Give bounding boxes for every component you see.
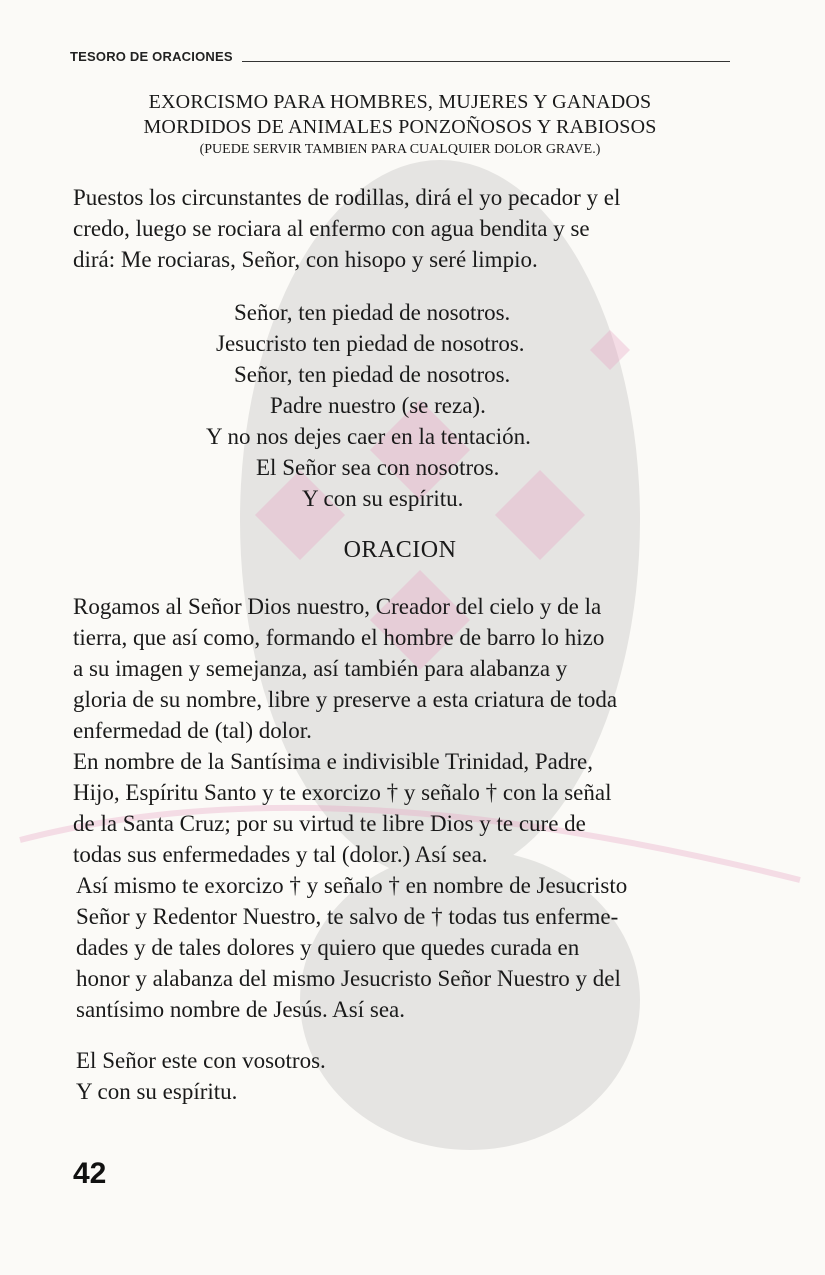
prayer-line: dades y de tales dolores y quiero que quedes curada en bbox=[76, 935, 580, 960]
intro-line: credo, luego se rociara al enfermo con agua bendita y se bbox=[73, 216, 590, 241]
prayer-paragraph-1 bbox=[73, 591, 733, 746]
intro-paragraph bbox=[73, 182, 733, 275]
title-line-2: MORDIDOS DE ANIMALES PONZOÑOSOS Y RABIOSOS bbox=[143, 116, 657, 138]
closing-line: Y con su espíritu. bbox=[76, 1079, 238, 1104]
page-number: 42 bbox=[73, 1157, 107, 1190]
prayer-line: Hijo, Espíritu Santo y te exorcizo † y señalo † con la señal bbox=[73, 780, 612, 805]
verse-line: Y con su espíritu. bbox=[302, 486, 464, 511]
intro-line: Puestos los circunstantes de rodillas, dirá el yo pecador y el bbox=[73, 185, 621, 210]
verse-line: Señor, ten piedad de nosotros. bbox=[234, 300, 511, 325]
prayer-line: tierra, que así como, formando el hombre de barro lo hizo bbox=[73, 625, 605, 650]
title-subtitle: (PUEDE SERVIR TAMBIEN PARA CUALQUIER DOLOR GRAVE.) bbox=[199, 142, 601, 157]
running-head bbox=[70, 49, 730, 64]
title-line-1: EXORCISMO PARA HOMBRES, MUJERES Y GANADOS bbox=[148, 91, 652, 113]
section-heading: ORACION bbox=[343, 537, 457, 563]
prayer-line: gloria de su nombre, libre y preserve a esta criatura de toda bbox=[73, 687, 618, 712]
verse-line: Señor, ten piedad de nosotros. bbox=[234, 362, 511, 387]
prayer-line: santísimo nombre de Jesús. Así sea. bbox=[76, 997, 405, 1022]
verse-line: Jesucristo ten piedad de nosotros. bbox=[216, 331, 525, 356]
header-rule bbox=[242, 61, 730, 62]
prayer-line: Señor y Redentor Nuestro, te salvo de † todas tus enferme- bbox=[76, 904, 619, 929]
prayer-paragraph-2 bbox=[73, 746, 733, 870]
running-head-text: TESORO DE ORACIONES bbox=[70, 49, 233, 64]
prayer-line: a su imagen y semejanza, así también para alabanza y bbox=[73, 656, 568, 681]
verse-line: El Señor sea con nosotros. bbox=[256, 455, 500, 480]
title-block bbox=[70, 90, 730, 160]
closing-line: El Señor este con vosotros. bbox=[76, 1048, 326, 1073]
prayer-line: Rogamos al Señor Dios nuestro, Creador del cielo y de la bbox=[73, 594, 602, 619]
prayer-line: de la Santa Cruz; por su virtud te libre Dios y te cure de bbox=[73, 811, 586, 836]
prayer-line: En nombre de la Santísima e indivisible Trinidad, Padre, bbox=[73, 749, 593, 774]
prayer-line: Así mismo te exorcizo † y señalo † en nombre de Jesucristo bbox=[76, 873, 628, 898]
prayer-paragraph-3 bbox=[76, 870, 732, 1025]
verse-line: Y no nos dejes caer en la tentación. bbox=[206, 424, 531, 449]
prayer-line: todas sus enfermedades y tal (dolor.) Así sea. bbox=[73, 842, 488, 867]
prayer-line: honor y alabanza del mismo Jesucristo Señor Nuestro y del bbox=[76, 966, 621, 991]
intro-line: dirá: Me rociaras, Señor, con hisopo y seré limpio. bbox=[73, 247, 538, 272]
verse-line: Padre nuestro (se reza). bbox=[270, 393, 486, 418]
closing-block bbox=[76, 1045, 326, 1107]
prayer-line: enfermedad de (tal) dolor. bbox=[73, 718, 312, 743]
